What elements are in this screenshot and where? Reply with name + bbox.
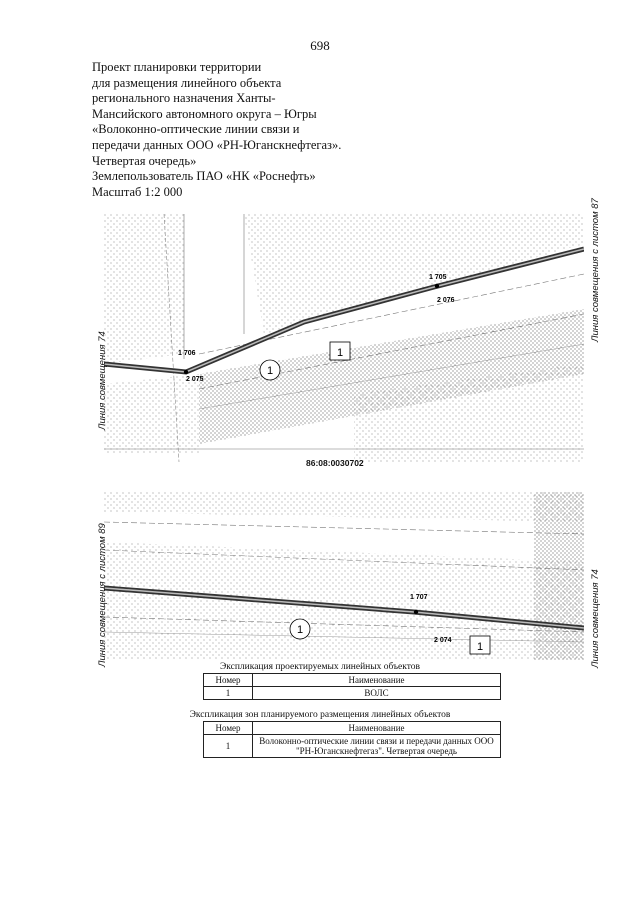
vegetation-area — [534, 492, 584, 660]
cadastral-number: 86:08:0030702 — [306, 458, 364, 468]
vegetation-area — [104, 374, 199, 454]
survey-point — [435, 284, 439, 288]
title-line: передачи данных ООО «РН-Юганскнефтегаз». — [92, 137, 342, 152]
point-label: 1 706 — [178, 350, 196, 357]
table-row — [204, 687, 501, 700]
column-header: Наименование — [253, 722, 501, 735]
point-label: 1 707 — [410, 594, 428, 601]
column-header: Наименование — [253, 674, 501, 687]
zone-marker-label: 1 — [336, 347, 344, 359]
page-number: 698 — [310, 38, 330, 53]
zone-marker-label: 1 — [266, 365, 274, 377]
point-label: 2 075 — [186, 376, 204, 383]
point-label: 2 076 — [437, 297, 455, 304]
explication-table-objects — [203, 673, 501, 700]
scale-line: Масштаб 1:2 000 — [92, 184, 183, 199]
zone-marker-label: 1 — [476, 641, 484, 653]
title-line: Четвертая очередь» — [92, 153, 197, 168]
vegetation-area — [104, 542, 584, 660]
map-panel-bottom — [104, 492, 584, 660]
title-line: Проект планировки территории — [92, 60, 262, 74]
map-panel-top — [104, 214, 584, 462]
title-line: Мансийского автономного округа – Югры — [92, 106, 317, 121]
match-line-label-left: Линия совмещения 74 — [97, 331, 108, 430]
column-header: Номер — [204, 674, 253, 687]
table-cell: 1 — [204, 687, 253, 700]
match-line-label-right: Линия совмещения с листом 87 — [590, 198, 601, 342]
table-caption: Экспликация проектируемых линейных объектов — [219, 662, 421, 672]
column-header: Номер — [204, 722, 253, 735]
table-cell: Волоконно-оптические линии связи и передачи данных ООО "РН-Юганскнефтегаз". Четвертая очередь — [253, 735, 501, 758]
title-line: «Волоконно-оптические линии связи и — [92, 122, 300, 137]
table-cell: ВОЛС — [253, 687, 501, 700]
landowner-line: Землепользователь ПАО «НК «Роснефть» — [92, 169, 316, 184]
title-line: регионального назначения Ханты- — [92, 91, 276, 106]
point-label: 1 705 — [429, 274, 447, 281]
table-row — [204, 735, 501, 758]
title-line: для размещения линейного объекта — [92, 75, 282, 90]
point-label: 2 074 — [434, 637, 452, 644]
title-block — [92, 60, 392, 200]
survey-point — [184, 370, 188, 374]
table-cell: 1 — [204, 735, 253, 758]
survey-point — [414, 610, 418, 614]
match-line-label-right: Линия совмещения 74 — [590, 569, 601, 668]
explication-table-zones — [203, 721, 501, 758]
match-line-label-left: Линия совмещения с листом 89 — [97, 523, 108, 667]
zone-marker-label: 1 — [296, 624, 304, 636]
table-caption: Экспликация зон планируемого размещения линейных объектов — [189, 710, 451, 720]
